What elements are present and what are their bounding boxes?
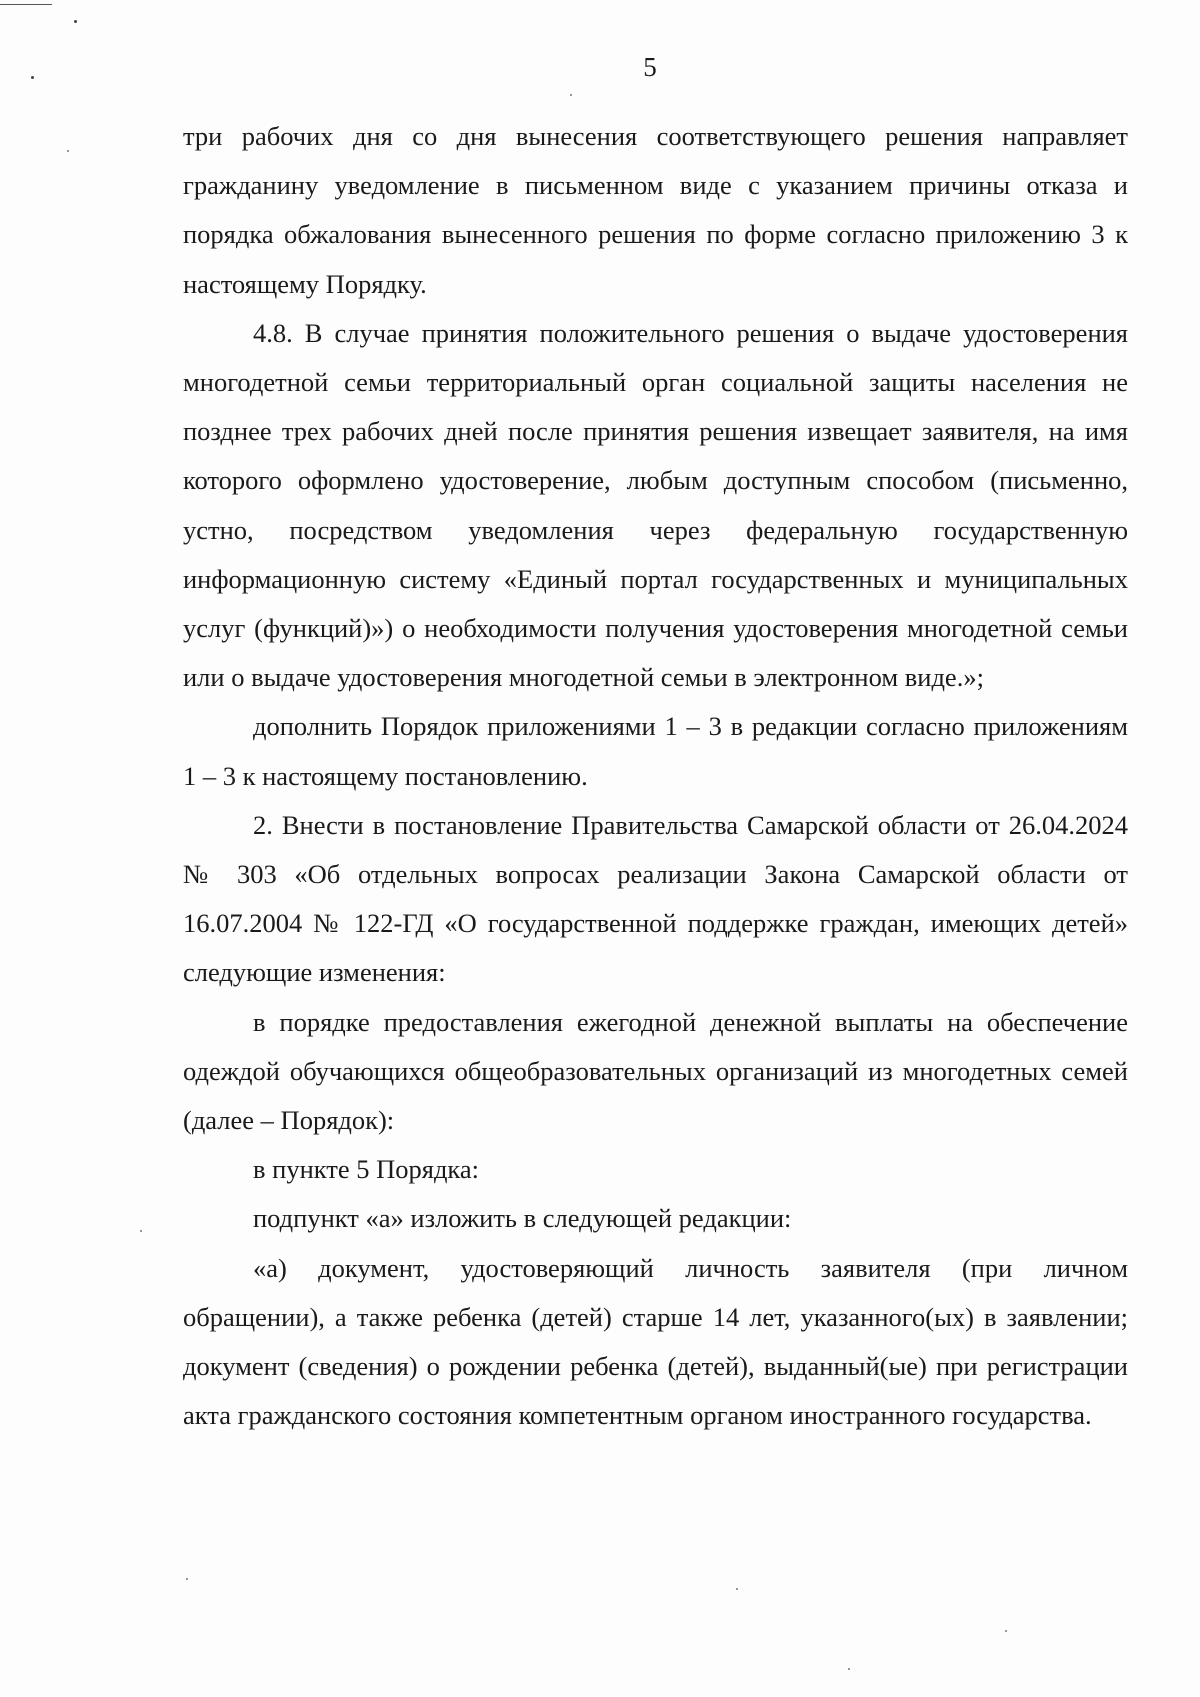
scan-speck	[848, 1668, 850, 1670]
document-body	[183, 112, 1128, 1440]
paragraph-continuation: три рабочих дня со дня вынесения соответствующего решения направляет гражданину уведомление в письменном виде с указанием причины отказа и порядка обжалования вынесенного решения по форме согласно приложению 3 к настоящему Порядку.	[183, 121, 1128, 299]
scan-edge-line	[0, 4, 52, 5]
paragraph-point-5: в пункте 5 Порядка:	[253, 1154, 480, 1185]
paragraph-subpoint-a-text: «а) документ, удостоверяющий личность заявителя (при личном обращении), а также ребенка (детей) старше 14 лет, указанного(ых) в заявлении; документ (сведения) о рождении ребенка (детей), выданный(ые) при регистрации акта гражданского состояния компетентным органом иностранного государства.	[183, 1252, 1128, 1431]
scan-speck	[186, 1578, 188, 1580]
scan-speck	[1005, 1630, 1007, 1632]
scan-speck	[140, 1230, 142, 1232]
page-number: 5	[643, 52, 657, 82]
paragraph-4-8: 4.8. В случае принятия положительного решения о выдаче удостоверения многодетной семьи территориальный орган социальной защиты населения не позднее трех рабочих дней после принятия решения извещает заявителя, на имя которого оформлено удостоверение, любым доступным способом (письменно, устно, посредством уведомления через федеральную государственную информационную систему «Единый портал государственных и муниципальных услуг (функций)») о необходимости получения удостоверения многодетной семьи или о выдаче удостоверения многодетной семьи в электронном виде.»;	[183, 317, 1128, 693]
scan-speck	[67, 150, 69, 152]
paragraph-subpoint-a-intro: подпункт «а» изложить в следующей редакции:	[253, 1203, 792, 1234]
scan-speck	[74, 20, 77, 23]
scan-speck	[736, 1588, 738, 1590]
paragraph-order-intro: в порядке предоставления ежегодной денежной выплаты на обеспечение одеждой обучающихся общеобразовательных организаций из многодетных семей (далее – Порядок):	[183, 1006, 1128, 1136]
paragraph-item-2: 2. Внести в постановление Правительства Самарской области от 26.04.2024 № 303 «Об отдельных вопросах реализации Закона Самарской области от 16.07.2004 № 122-ГД «О государственной поддержке граждан, имеющих детей» следующие изменения:	[183, 809, 1128, 988]
scan-speck	[570, 94, 572, 96]
paragraph-supplement-appendices: дополнить Порядок приложениями 1 – 3 в редакции согласно приложениям 1 – 3 к настоящему постановлению.	[183, 711, 1128, 791]
